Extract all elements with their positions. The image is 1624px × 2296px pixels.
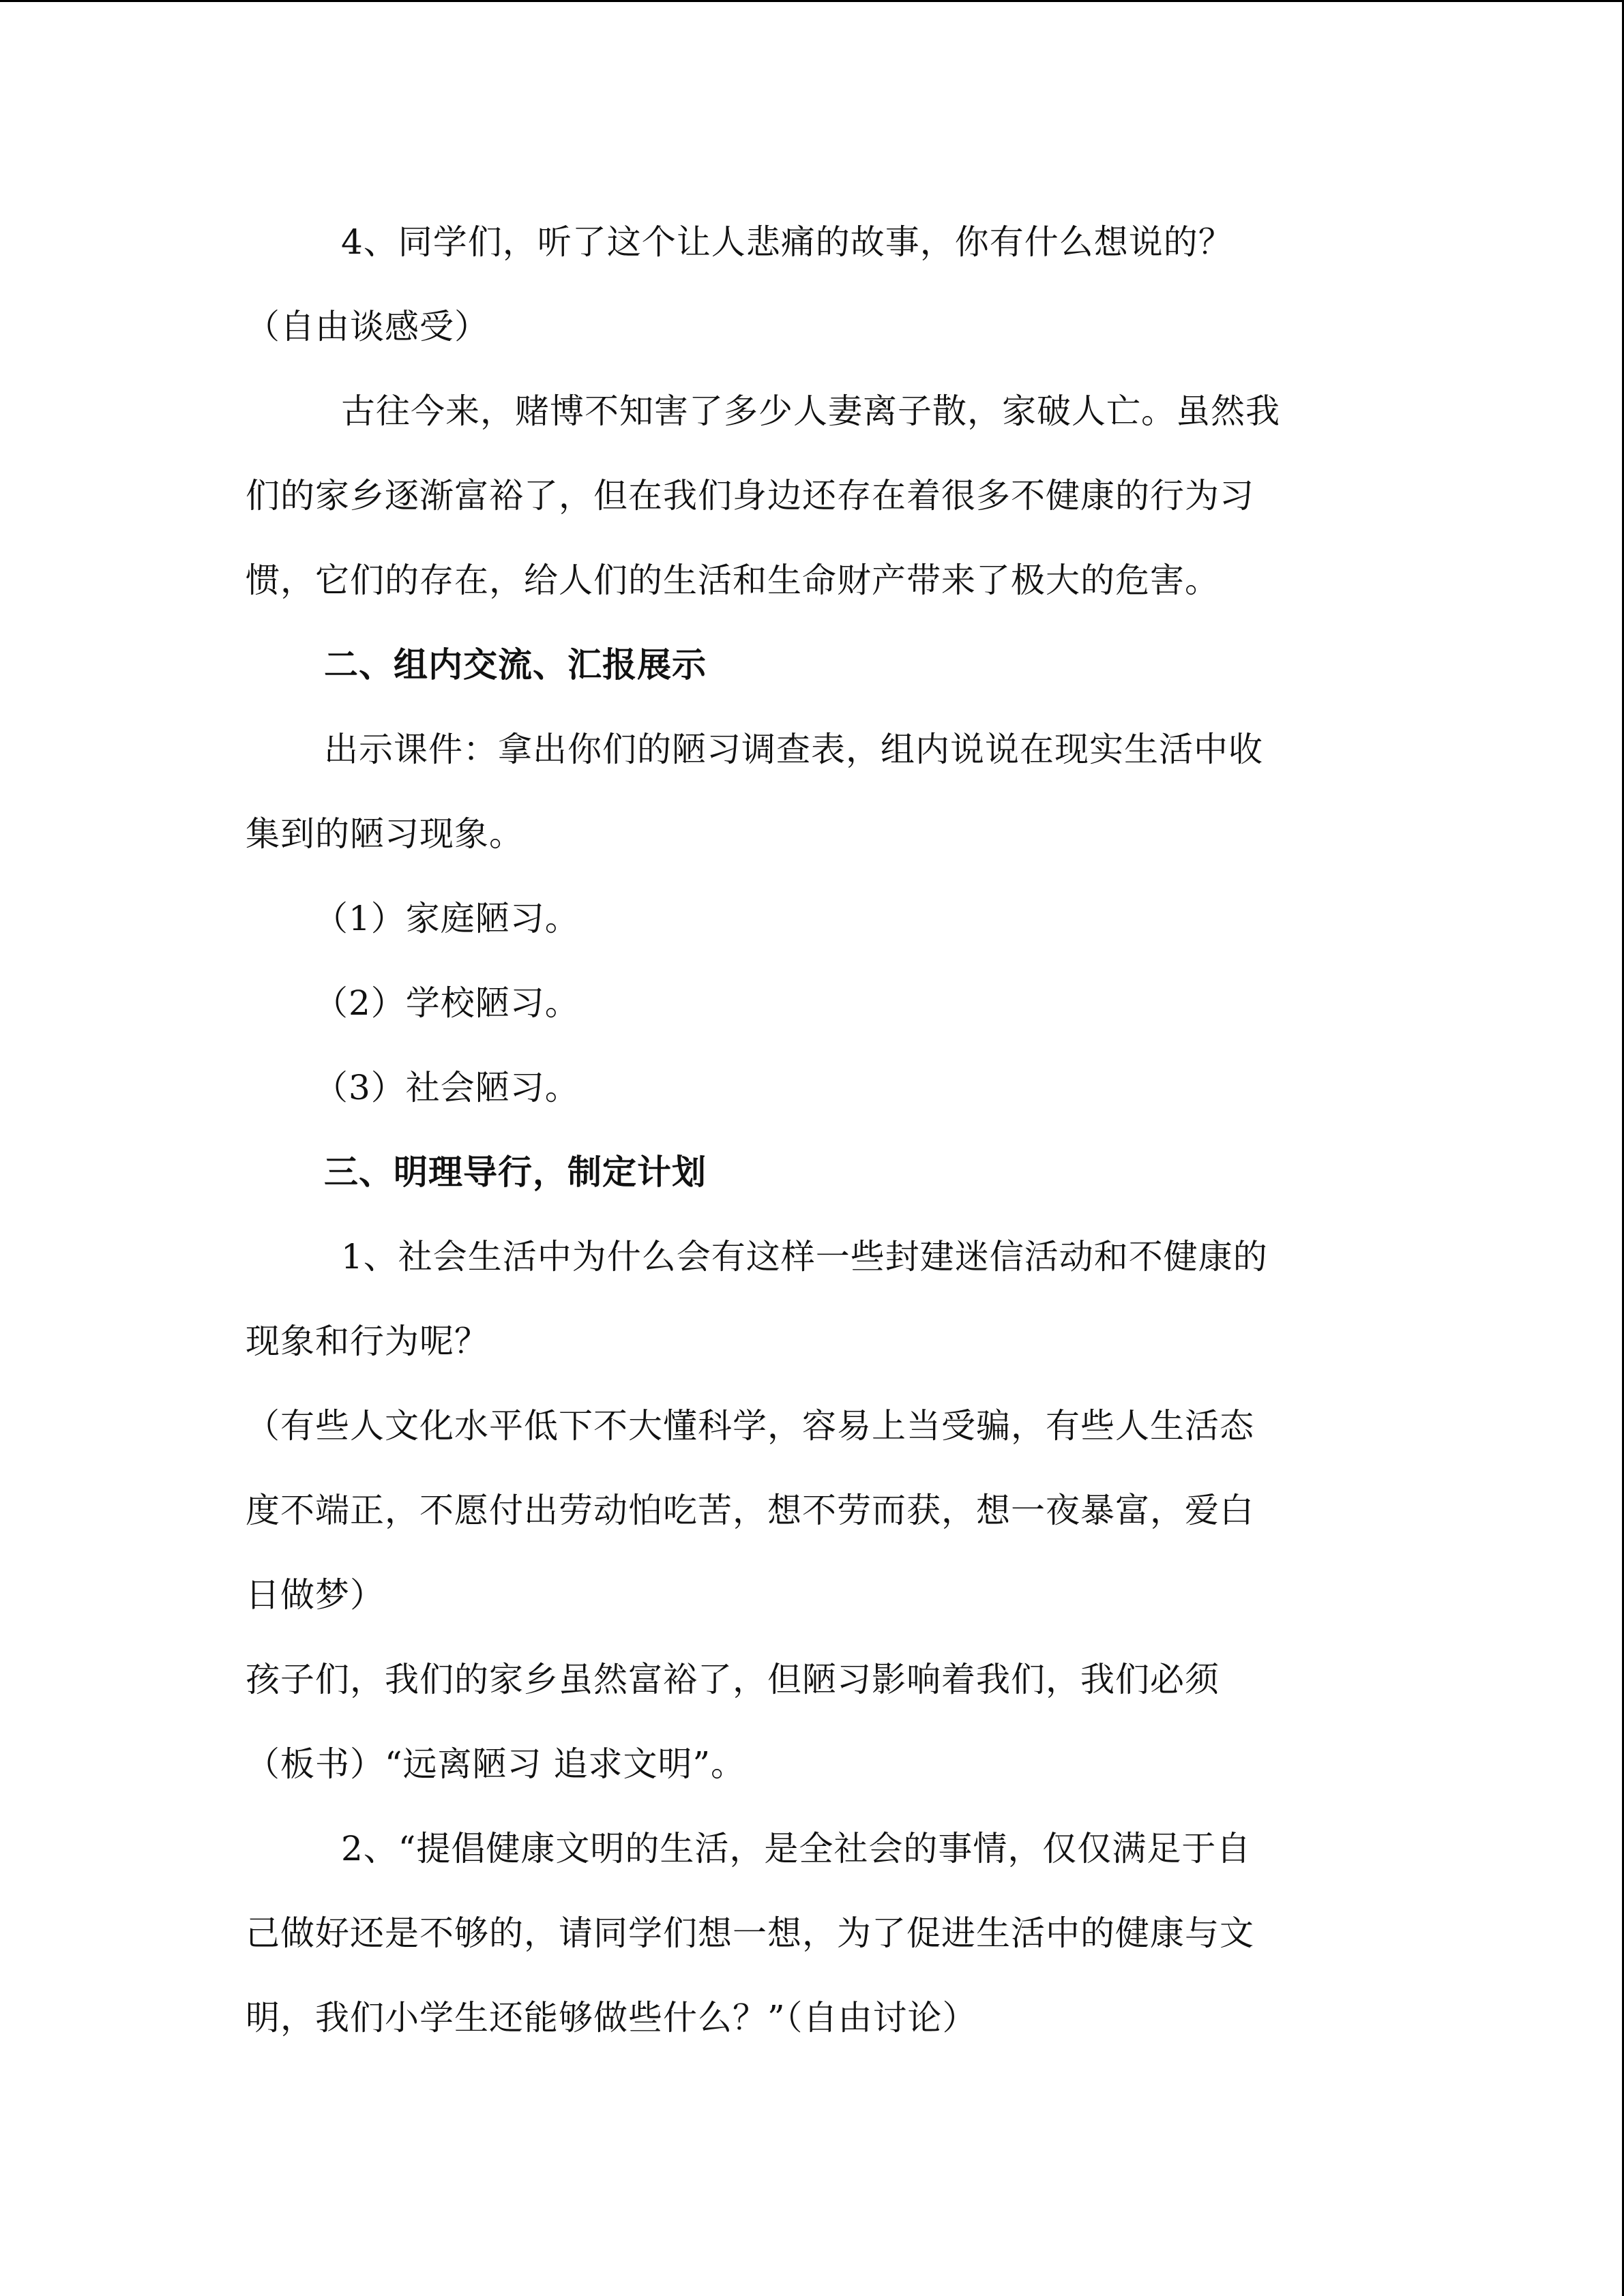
paragraph-line: 日做梦） bbox=[246, 1575, 385, 1615]
paragraph-line: 孩子们，我们的家乡虽然富裕了，但陋习影响着我们，我们必须 bbox=[246, 1660, 1220, 1699]
paragraph-line: 古往今来，赌博不知害了多少人妻离子散，家破人亡。虽然我 bbox=[341, 391, 1280, 431]
paragraph-line: 惯，它们的存在，给人们的生活和生命财产带来了极大的危害。 bbox=[246, 561, 1220, 600]
paragraph-line: 现象和行为呢？ bbox=[246, 1322, 489, 1361]
list-item: （2）学校陋习。 bbox=[314, 983, 580, 1023]
list-item: （1）家庭陋习。 bbox=[314, 899, 580, 938]
paragraph-line: 4、同学们，听了这个让人悲痛的故事，你有什么想说的？ bbox=[341, 222, 1233, 262]
paragraph-line: （板书）“远离陋习 追求文明”。 bbox=[246, 1744, 746, 1784]
paragraph-line: 己做好还是不够的，请同学们想一想，为了促进生活中的健康与文 bbox=[246, 1913, 1254, 1953]
paragraph-line: 度不端正，不愿付出劳动怕吃苦，想不劳而获，想一夜暴富，爱白 bbox=[246, 1491, 1254, 1530]
paragraph-line: 们的家乡逐渐富裕了，但在我们身边还存在着很多不健康的行为习 bbox=[246, 476, 1254, 516]
list-item: （3）社会陋习。 bbox=[314, 1068, 580, 1107]
section-heading: 二、组内交流、汇报展示 bbox=[324, 645, 707, 685]
paragraph-line: 集到的陋习现象。 bbox=[246, 814, 524, 854]
paragraph-line: 出示课件：拿出你们的陋习调查表，组内说说在现实生活中收 bbox=[324, 730, 1263, 769]
paragraph-line: （自由谈感受） bbox=[246, 307, 489, 346]
paragraph-line: 2、“提倡健康文明的生活，是全社会的事情，仅仅满足于自 bbox=[341, 1829, 1252, 1868]
section-heading: 三、明理导行，制定计划 bbox=[324, 1152, 707, 1192]
paragraph-line: 1、社会生活中为什么会有这样一些封建迷信活动和不健康的 bbox=[341, 1237, 1268, 1277]
paragraph-line: （有些人文化水平低下不大懂科学，容易上当受骗，有些人生活态 bbox=[246, 1406, 1254, 1446]
paragraph-line: 明，我们小学生还能够做些什么？”（自由讨论） bbox=[246, 1998, 977, 2038]
